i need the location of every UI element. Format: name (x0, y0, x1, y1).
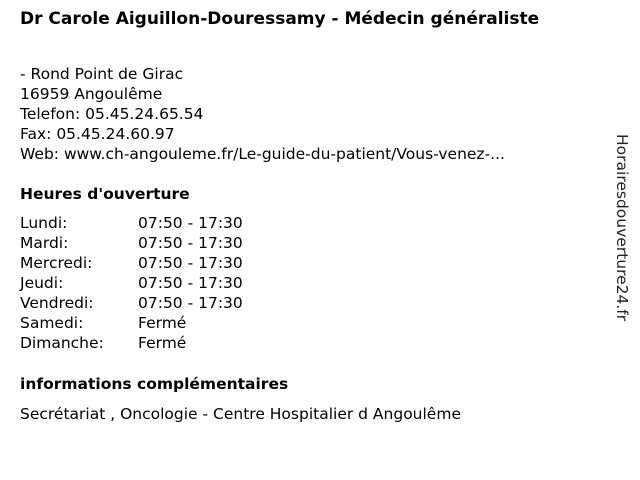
hours-row (20, 273, 243, 293)
hours-row (20, 333, 243, 353)
hours-row (20, 313, 243, 333)
page-title: Dr Carole Aiguillon-Douressamy - Médecin généraliste (20, 9, 540, 29)
hours-time: 07:50 - 17:30 (138, 234, 243, 252)
hours-day: Mardi: (20, 234, 69, 252)
hours-row (20, 233, 243, 253)
address-city: 16959 Angoulême (20, 85, 163, 103)
hours-time: 07:50 - 17:30 (138, 214, 243, 232)
hours-time: 07:50 - 17:30 (138, 254, 243, 272)
hours-row (20, 213, 243, 233)
phone-number[interactable]: Telefon: 05.45.24.65.54 (20, 105, 204, 123)
hours-day: Dimanche: (20, 334, 104, 352)
hours-row (20, 253, 243, 273)
address-street: - Rond Point de Girac (20, 65, 184, 83)
hours-day: Lundi: (20, 214, 68, 232)
hours-time: 07:50 - 17:30 (138, 274, 243, 292)
hours-time: Fermé (138, 334, 187, 352)
website-link[interactable]: Web: www.ch-angouleme.fr/Le-guide-du-patient/Vous-venez-... (20, 145, 505, 163)
fax-number: Fax: 05.45.24.60.97 (20, 125, 175, 143)
hours-day: Jeudi: (20, 274, 64, 292)
info-text: Secrétariat , Oncologie - Centre Hospitalier d Angoulême (20, 405, 461, 423)
hours-heading: Heures d'ouverture (20, 185, 190, 203)
site-watermark: Horairesdouverture24.fr (613, 134, 631, 322)
hours-day: Mercredi: (20, 254, 93, 272)
hours-table (20, 213, 243, 353)
contact-block (20, 64, 505, 164)
hours-time: Fermé (138, 314, 187, 332)
hours-day: Samedi: (20, 314, 84, 332)
hours-time: 07:50 - 17:30 (138, 294, 243, 312)
hours-day: Vendredi: (20, 294, 94, 312)
info-heading: informations complémentaires (20, 375, 289, 393)
hours-row (20, 293, 243, 313)
